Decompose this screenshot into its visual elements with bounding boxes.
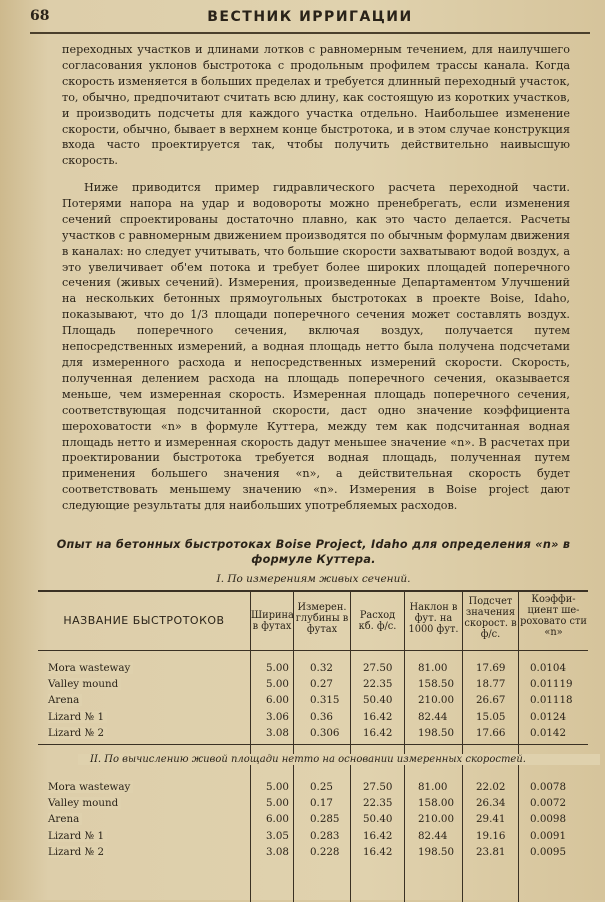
- cell-discharge: 16.42: [363, 726, 393, 739]
- row-name: Mora wasteway: [48, 662, 133, 674]
- cell-depth: 0.283: [310, 829, 340, 842]
- col-header-slope: Наклон в фут. на 1000 фут.: [408, 602, 459, 635]
- col-header-name: НАЗВАНИЕ БЫСТРОТОКОВ: [63, 614, 225, 627]
- cell-velocity: 18.77: [476, 678, 506, 691]
- cell-depth: 0.285: [310, 813, 340, 826]
- cell-depth: 0.25: [310, 781, 333, 793]
- row-name: Arena: [48, 694, 82, 706]
- cell-depth: 0.17: [310, 797, 333, 810]
- cell-width: 5.00: [266, 678, 289, 691]
- cell-depth: 0.36: [310, 710, 333, 723]
- cell-depth: 0.32: [310, 662, 333, 674]
- row-name: Mora wasteway: [48, 781, 133, 793]
- cell-depth: 0.315: [310, 694, 340, 707]
- cell-slope: 82.44: [418, 829, 448, 842]
- cell-width: 5.00: [266, 797, 289, 810]
- col-header-discharge: Расход кб. ф/с.: [358, 610, 397, 632]
- cell-velocity: 17.69: [476, 662, 506, 674]
- row-name: Lizard № 1: [48, 830, 107, 842]
- cell-velocity: 26.34: [476, 797, 506, 810]
- column-rule: [518, 592, 519, 902]
- column-rule: [293, 592, 294, 902]
- journal-title: ВЕСТНИК ИРРИГАЦИИ: [207, 9, 413, 25]
- row-name: Lizard № 1: [48, 711, 107, 723]
- row-name: Lizard № 2: [48, 727, 107, 739]
- paragraph-1-text: переходных участков и длинами лотков с равномерным течением, для наилучшего согласования уклонов быстротока с продольным профилем трассы канала. Когда скорость изменяется в больших пределах и требуется длинный переходный участок, то, обычно, предпочитают считать всю длину, как состоящую из коротких участков, и производить подсчеты для каждого участка отдельно. Наибольшее изменение скорости, обычно, бывает в верхнем конце быстротока, и в этом случае конструкция входа часто проектируется так, чтобы получить действительно наивысшую скорость.: [62, 43, 570, 168]
- paragraph-1: [62, 42, 570, 169]
- cell-slope: 210.00: [418, 813, 455, 826]
- cell-n: 0.0072: [530, 797, 567, 810]
- cell-width: 3.06: [266, 710, 289, 723]
- cell-velocity: 22.02: [476, 781, 506, 793]
- cell-velocity: 23.81: [476, 845, 506, 858]
- column-rule: [350, 592, 351, 902]
- cell-slope: 198.50: [418, 845, 455, 858]
- row-name: Lizard № 2: [48, 846, 107, 858]
- data-table: [38, 590, 588, 902]
- cell-width: 6.00: [266, 694, 289, 707]
- cell-width: 3.08: [266, 726, 289, 739]
- section-rule: [38, 744, 588, 745]
- cell-depth: 0.306: [310, 726, 340, 739]
- cell-n: 0.01118: [530, 694, 573, 707]
- header-rule: [38, 650, 588, 651]
- cell-discharge: 27.50: [363, 781, 393, 793]
- row-name: Arena: [48, 813, 82, 825]
- cell-slope: 158.50: [418, 678, 455, 691]
- cell-n: 0.0095: [530, 845, 567, 858]
- table-title-line-1: Опыт на бетонных быстротоках Boise Project, Idaho для определения «n» в формуле Куттера.: [56, 538, 571, 566]
- cell-n: 0.0104: [530, 662, 567, 674]
- table-title: [36, 537, 591, 567]
- column-rule: [404, 592, 405, 902]
- cell-width: 6.00: [266, 813, 289, 826]
- paragraph-2-text: Ниже приводится пример гидравлического расчета переходной части. Потерями напора на удар и водовороты можно пренебрегать, если изменения сечений спроектированы достаточно плавно, как это часто делается. Расчеты участков с равномерным движением производятся по обычным формулам движения в каналах: но следует учитывать, что большие скорости захватывают водой воздух, а это увеличивает об'ем потока и требует более широких площадей поперечного сечения (живых сечений). Измерения, произведенные Департаментом Улучшений на нескольких бетонных прямоугольных быстротоках в проекте Boise, Idaho, показывают, что до 1/3 площади поперечного сечения может составлять воздух. Площадь поперечного сечения, включая воздух, получается путем непосредственных измерений, а водная площадь нетто была получена подсчетами для измеренного расхода и непосредственных измерений скорости. Скорость, полученная делением расхода на площадь поперечного сечения, оказывается меньше, чем измеренная скорость. Измеренная площадь поперечного сечения, соответствующая подсчитанной скорости, даст одно значение коэффициента шероховатости «n» в формуле Куттера, между тем как подсчитанная водная площадь нетто и измеренная скорость дадут меньшее значение «n». В расчетах при проектировании быстротока требуется водная площадь, полученная путем применения большего значения «n», а действительная скорость будет соответствовать меньшему значению «n». Измерения в Boise project дают следующие результаты для наибольших употребляемых расходов.: [62, 181, 570, 513]
- cell-slope: 81.00: [418, 781, 448, 793]
- cell-discharge: 22.35: [363, 797, 393, 810]
- cell-discharge: 22.35: [363, 678, 393, 691]
- cell-discharge: 16.42: [363, 845, 393, 858]
- col-header-depth: Измерен. глубины в футах: [295, 602, 349, 635]
- cell-depth: 0.27: [310, 678, 333, 691]
- cell-width: 5.00: [266, 781, 289, 793]
- page-header: [30, 6, 590, 34]
- page-number: 68: [30, 8, 50, 24]
- table-section-1-title: I. По измерениям живых сечений.: [216, 573, 411, 585]
- cell-slope: 158.00: [418, 797, 455, 810]
- cell-velocity: 15.05: [476, 710, 506, 723]
- table-section-2-title: II. По вычислению живой площади нетто на основании измеренных скоростей.: [78, 754, 600, 765]
- cell-width: 3.05: [266, 829, 289, 842]
- cell-velocity: 29.41: [476, 813, 506, 826]
- row-name: Valley mound: [48, 678, 121, 690]
- column-rule: [250, 592, 251, 902]
- cell-width: 5.00: [266, 662, 289, 674]
- cell-n: 0.0142: [530, 726, 567, 739]
- cell-velocity: 17.66: [476, 726, 506, 739]
- cell-slope: 210.00: [418, 694, 455, 707]
- cell-discharge: 27.50: [363, 662, 393, 674]
- paragraph-2: [62, 180, 570, 514]
- cell-width: 3.08: [266, 845, 289, 858]
- cell-depth: 0.228: [310, 845, 340, 858]
- cell-velocity: 19.16: [476, 829, 506, 842]
- cell-n: 0.0124: [530, 710, 567, 723]
- cell-slope: 82.44: [418, 710, 448, 723]
- cell-velocity: 26.67: [476, 694, 506, 707]
- cell-slope: 198.50: [418, 726, 455, 739]
- cell-discharge: 50.40: [363, 813, 393, 826]
- cell-n: 0.0098: [530, 813, 567, 826]
- cell-discharge: 50.40: [363, 694, 393, 707]
- cell-n: 0.0078: [530, 781, 567, 793]
- col-header-roughness: Коэффи- циент ше- роховато сти «n»: [520, 594, 587, 638]
- col-header-velocity: Подсчет значения скорост. в ф/с.: [464, 596, 517, 640]
- cell-n: 0.0091: [530, 829, 567, 842]
- cell-discharge: 16.42: [363, 710, 393, 723]
- row-name: Valley mound: [48, 797, 121, 809]
- col-header-width: Ширина в футах: [251, 610, 294, 632]
- cell-discharge: 16.42: [363, 829, 393, 842]
- cell-slope: 81.00: [418, 662, 448, 674]
- cell-n: 0.01119: [530, 678, 573, 691]
